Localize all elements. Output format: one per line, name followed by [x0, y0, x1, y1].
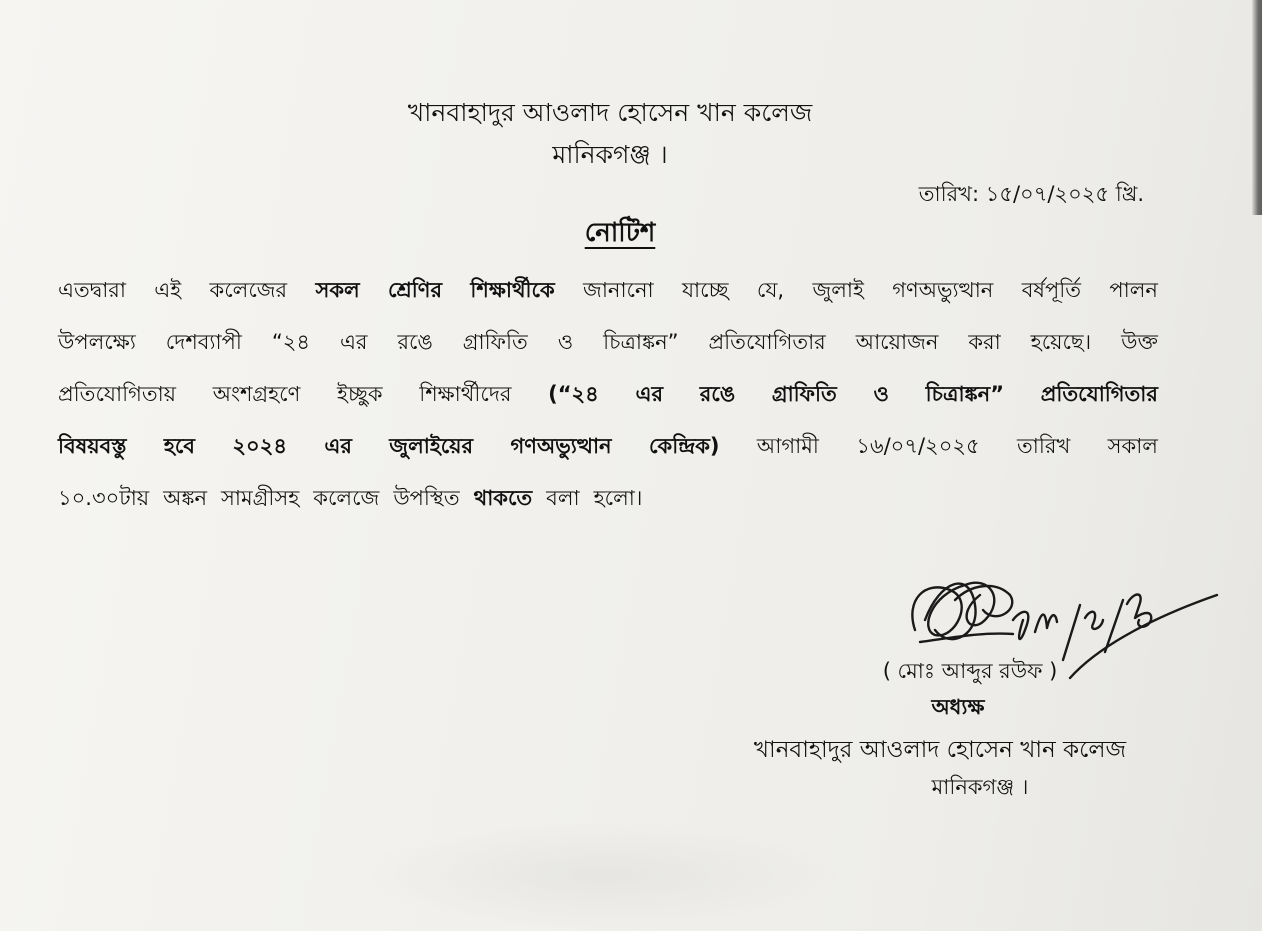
word: বলা [546, 486, 580, 510]
signature-stroke [1013, 612, 1028, 639]
signature-stroke [1105, 600, 1123, 652]
body-line-4 [58, 430, 1158, 482]
word: শিক্ষার্থীকে [470, 278, 555, 302]
word: চিত্রাঙ্কন” [603, 330, 679, 354]
word: প্রতিযোগিতায় [58, 382, 177, 406]
word: শিক্ষার্থীদের [419, 382, 512, 406]
word: যাচ্ছে [681, 278, 729, 302]
signature-stroke [1085, 612, 1103, 629]
word: উপস্থিত [393, 486, 460, 510]
word: দেশব্যাপী [165, 330, 242, 354]
word: কলেজে [313, 486, 380, 510]
signature-stroke [955, 586, 1012, 616]
word: গ্রাফিতি [771, 382, 837, 406]
word: তারিখ [1017, 434, 1071, 458]
signature-stroke [1127, 595, 1151, 627]
word: রঙে [699, 382, 736, 406]
word: গণঅভ্যুত্থান [510, 434, 612, 458]
word: থাকতে [473, 486, 533, 510]
principal-name: ( মোঃ আব্দুর রউফ ) [882, 659, 1058, 683]
notice-title: নোটিশ [584, 218, 656, 248]
word: বিষয়বস্তু [58, 434, 127, 458]
word: চিত্রাঙ্কন” [925, 382, 1005, 406]
word: সকল [315, 278, 360, 302]
word: ইচ্ছুক [337, 382, 383, 406]
word: জুলাই [812, 278, 864, 302]
word: প্রতিযোগিতার [1040, 382, 1158, 406]
word: আয়োজন [855, 330, 939, 354]
word: পালন [1109, 278, 1158, 302]
page-edge-shadow [1252, 0, 1262, 215]
word: অঙ্কন [163, 486, 208, 510]
word: হলো। [593, 486, 643, 510]
word: ও [557, 330, 574, 354]
word: জানানো [583, 278, 654, 302]
signature-block [720, 655, 1160, 806]
word: করা [968, 330, 1001, 354]
word: সামগ্রীসহ [221, 486, 300, 510]
word: উক্ত [1121, 330, 1158, 354]
word: হবে [163, 434, 195, 458]
signature-college-name: খানবাহাদুর আওলাদ হোসেন খান কলেজ [753, 737, 1127, 763]
word: গণঅভ্যুত্থান [892, 278, 994, 302]
notice-body [58, 274, 1158, 534]
college-name-heading: খানবাহাদুর আওলাদ হোসেন খান কলেজ [407, 98, 813, 127]
word: প্রতিযোগিতার [708, 330, 826, 354]
body-line-3 [58, 378, 1158, 430]
signature-stroke [912, 583, 994, 636]
body-line-2 [58, 326, 1158, 378]
word: সকাল [1107, 434, 1158, 458]
word: গ্রাফিতি [462, 330, 528, 354]
word: জুলাইয়ের [389, 434, 474, 458]
word: হয়েছে। [1030, 330, 1092, 354]
word: ১০.৩০টায় [58, 486, 150, 510]
word: কেন্দ্রিক) [649, 434, 720, 458]
word: “২৪ [271, 330, 310, 354]
word: শ্রেণির [388, 278, 443, 302]
word: ২০২৪ [232, 434, 287, 458]
word: এই [154, 278, 182, 302]
college-city-heading: মানিকগঞ্জ । [552, 140, 668, 169]
word: এর [339, 330, 368, 354]
word: এর [635, 382, 664, 406]
word: ও [873, 382, 889, 406]
word: অংশগ্রহণে [212, 382, 301, 406]
word: (“২৪ [548, 382, 599, 406]
signature-college-city: মানিকগঞ্জ । [931, 775, 1029, 799]
word: রঙে [397, 330, 433, 354]
word: ১৬/০৭/২০২৫ [856, 434, 980, 458]
word: বর্ষপূর্তি [1021, 278, 1081, 302]
word: উপলক্ষ্যে [58, 330, 136, 354]
bleed-through-shadow [360, 820, 840, 930]
word: আগামী [756, 434, 819, 458]
body-line-5 [58, 482, 1158, 534]
notice-date: তারিখ: ১৫/০৭/২০২৫ খ্রি. [918, 182, 1144, 206]
word: কলেজের [209, 278, 288, 302]
body-line-1 [58, 274, 1158, 326]
word: যে, [756, 278, 785, 302]
word: এতদ্বারা [58, 278, 126, 302]
signature-stroke [1035, 615, 1057, 632]
word: এর [324, 434, 352, 458]
principal-role: অধ্যক্ষ [931, 695, 985, 719]
signature-stroke [1063, 605, 1080, 660]
